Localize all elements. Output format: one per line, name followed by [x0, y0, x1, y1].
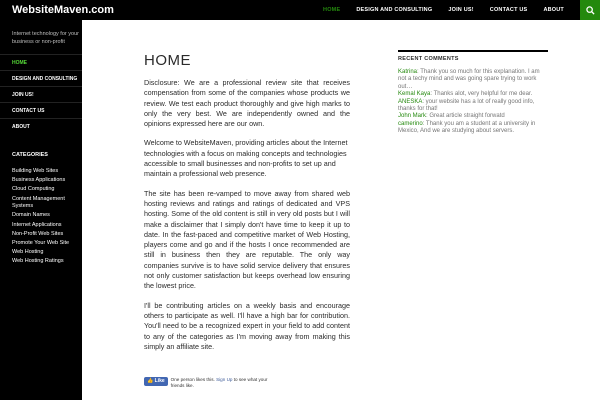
sidebar-item-design-and-consulting[interactable]: DESIGN AND CONSULTING	[0, 70, 82, 86]
recent-comments-heading: RECENT COMMENTS	[398, 50, 548, 62]
top-bar	[0, 0, 600, 20]
paragraph-disclosure: Disclosure: We are a professional review site that receives compensation from some of the companies whose products we review. We test each product thoroughly and give high marks to only the very best. We are independently owned and the opinions expressed here are our own.	[144, 78, 350, 129]
recent-comments-widget	[398, 50, 548, 136]
category-link[interactable]: Web Hosting	[12, 249, 44, 256]
search-icon	[586, 6, 595, 15]
category-link[interactable]: Web Hosting Ratings	[12, 258, 64, 265]
topnav-item-join-us[interactable]: JOIN US!	[448, 7, 474, 13]
paragraph-welcome: Welcome to WebsiteMaven, providing articles about the Internet technologies with a focus on making concepts and technologies accessible to small businesses and non-profits to set up and maintain a professional web presence.	[144, 138, 348, 179]
comment-excerpt-link[interactable]: : Thank you am a student at a university in Mexico, And we are studying about servers.	[398, 120, 536, 135]
category-link[interactable]: Content Management Systems	[12, 195, 65, 210]
right-sidebar	[388, 20, 600, 400]
comment-excerpt-link[interactable]: : Great article straight forwatd	[426, 113, 505, 120]
sidebar-item-home[interactable]: HOME	[0, 54, 82, 70]
category-link[interactable]: Cloud Computing	[12, 186, 55, 193]
comment-item	[398, 91, 548, 98]
search-button[interactable]	[580, 0, 600, 20]
like-label: Like	[154, 378, 165, 384]
article-body	[144, 78, 350, 361]
left-sidebar	[0, 20, 82, 400]
main-content	[82, 20, 388, 400]
comment-excerpt-link[interactable]: : your website has a lot of really good info, thanks for that!	[398, 98, 535, 113]
comment-item	[398, 99, 548, 114]
sidebar-nav	[0, 54, 82, 134]
comment-excerpt-link[interactable]: : Thanks alot, very helpful for me dear.	[430, 91, 533, 98]
top-nav	[315, 0, 572, 20]
category-link[interactable]: Non-Profit Web Sites	[12, 230, 64, 237]
comment-author-link[interactable]: ANESKA	[398, 98, 423, 105]
facebook-like-widget	[144, 377, 271, 388]
topnav-item-contact-us[interactable]: CONTACT US	[489, 7, 528, 13]
paragraph-revamp: The site has been re-vamped to move away from shared web hosting reviews and ratings and ratings of dedicated and VPS hosting. Some of the old content is still in very old posts but I will make a disclaimer that I simply don't have time to keep it up to date. In the fast-paced and competitive market of Web Hosting, players come and go and if the hosts I once recommended are still in business then they are reputable. The only way companies survive is to have solid service delivery that ensures not only customer satisfaction but keeps overhead low ensuring the lowest price.	[144, 188, 350, 291]
site-title-link[interactable]: WebsiteMaven.com	[12, 4, 114, 16]
comment-item	[398, 113, 548, 120]
comment-author-link[interactable]: Katrina	[398, 69, 418, 75]
page-title: HOME	[144, 52, 191, 69]
like-count-text: One person likes this.	[170, 377, 217, 382]
facebook-like-text	[171, 377, 271, 388]
category-link[interactable]: Building Web Sites	[12, 168, 59, 174]
category-link[interactable]: Domain Names	[12, 212, 50, 219]
comment-author-link[interactable]: John Mark	[398, 113, 427, 120]
like-suffix-text: to see what your friends like.	[170, 377, 268, 388]
sidebar-item-join-us[interactable]: JOIN US!	[0, 86, 82, 102]
thumbs-up-icon: 👍	[147, 378, 154, 384]
topnav-item-design-and-consulting[interactable]: DESIGN AND CONSULTING	[356, 7, 433, 13]
facebook-like-button[interactable]	[144, 377, 168, 386]
category-link[interactable]: Promote Your Web Site	[12, 239, 70, 246]
comment-item	[398, 69, 548, 91]
facebook-signup-link[interactable]: Sign Up	[216, 377, 233, 382]
comment-excerpt-link[interactable]: : Thank you so much for this explanation. I am not a techy mind and was going spare trying to work out…	[398, 69, 540, 90]
category-link[interactable]: Business Applications	[12, 177, 66, 184]
comment-author-link[interactable]: Kemal Kaya	[398, 91, 431, 98]
paragraph-contributing: I'll be contributing articles on a weekly basis and encourage others to participate as well. I'll have a high bar for contribution. You'll need to be a recognized expert in your field to add content to any of the categories as I'm moving away from making this simply an affiliate site.	[144, 300, 350, 351]
site-tagline: Internet technology for your business or non-profit	[12, 31, 79, 45]
comment-item	[398, 121, 548, 136]
topnav-item-about[interactable]: ABOUT	[543, 7, 564, 13]
categories-list	[12, 168, 78, 267]
comment-author-link[interactable]: camerino	[398, 120, 423, 127]
categories-heading: CATEGORIES	[12, 152, 48, 158]
topnav-item-home[interactable]: HOME	[323, 7, 341, 13]
sidebar-item-about[interactable]: ABOUT	[0, 118, 82, 134]
sidebar-item-contact-us[interactable]: CONTACT US	[0, 102, 82, 118]
recent-comments-list	[398, 69, 548, 136]
category-link[interactable]: Internet Applications	[12, 221, 62, 228]
